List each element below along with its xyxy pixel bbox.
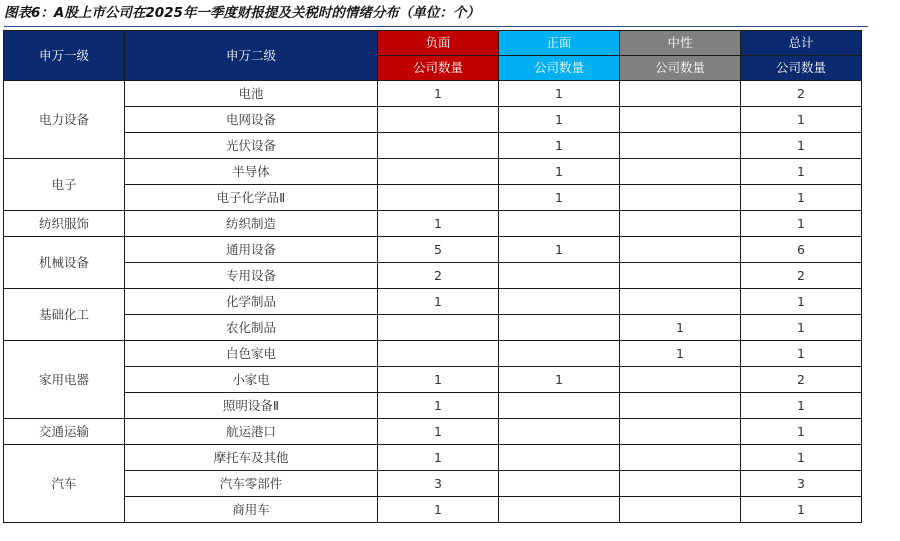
header-negative: 负面 <box>378 31 499 56</box>
negative-count-cell: 2 <box>378 263 499 289</box>
level2-cell: 纺织制造 <box>125 211 378 237</box>
total-count-cell: 1 <box>741 289 862 315</box>
level2-cell: 化学制品 <box>125 289 378 315</box>
neutral-count-cell <box>620 211 741 237</box>
level2-cell: 电网设备 <box>125 107 378 133</box>
header-negative-count: 公司数量 <box>378 56 499 81</box>
neutral-count-cell <box>620 497 741 523</box>
total-count-cell: 1 <box>741 445 862 471</box>
table-row <box>4 315 862 341</box>
level2-cell: 白色家电 <box>125 341 378 367</box>
positive-count-cell <box>499 341 620 367</box>
table-header <box>4 31 862 81</box>
total-count-cell: 1 <box>741 133 862 159</box>
level1-cell: 基础化工 <box>4 289 125 341</box>
header-total-count: 公司数量 <box>741 56 862 81</box>
table-row <box>4 445 862 471</box>
table-row <box>4 237 862 263</box>
table-row <box>4 341 862 367</box>
level1-cell: 家用电器 <box>4 341 125 419</box>
positive-count-cell: 1 <box>499 133 620 159</box>
total-count-cell: 2 <box>741 367 862 393</box>
total-count-cell: 1 <box>741 497 862 523</box>
neutral-count-cell <box>620 289 741 315</box>
neutral-count-cell <box>620 367 741 393</box>
level2-cell: 专用设备 <box>125 263 378 289</box>
header-positive-count: 公司数量 <box>499 56 620 81</box>
positive-count-cell: 1 <box>499 237 620 263</box>
table-row <box>4 419 862 445</box>
negative-count-cell <box>378 185 499 211</box>
total-count-cell: 1 <box>741 315 862 341</box>
neutral-count-cell <box>620 133 741 159</box>
header-row-top <box>4 31 862 56</box>
level2-cell: 航运港口 <box>125 419 378 445</box>
total-count-cell: 6 <box>741 237 862 263</box>
negative-count-cell <box>378 341 499 367</box>
level1-cell: 电子 <box>4 159 125 211</box>
negative-count-cell: 1 <box>378 393 499 419</box>
table-body <box>4 81 862 523</box>
neutral-count-cell <box>620 185 741 211</box>
positive-count-cell <box>499 445 620 471</box>
neutral-count-cell <box>620 471 741 497</box>
positive-count-cell: 1 <box>499 367 620 393</box>
positive-count-cell <box>499 263 620 289</box>
header-neutral-count: 公司数量 <box>620 56 741 81</box>
header-level2: 申万二级 <box>125 31 378 81</box>
table-row <box>4 289 862 315</box>
level1-cell: 汽车 <box>4 445 125 523</box>
level2-cell: 农化制品 <box>125 315 378 341</box>
level2-cell: 照明设备Ⅱ <box>125 393 378 419</box>
total-count-cell: 3 <box>741 471 862 497</box>
header-neutral: 中性 <box>620 31 741 56</box>
header-total: 总计 <box>741 31 862 56</box>
negative-count-cell <box>378 159 499 185</box>
positive-count-cell <box>499 393 620 419</box>
neutral-count-cell <box>620 107 741 133</box>
total-count-cell: 1 <box>741 159 862 185</box>
table-row <box>4 211 862 237</box>
total-count-cell: 1 <box>741 419 862 445</box>
positive-count-cell: 1 <box>499 185 620 211</box>
total-count-cell: 1 <box>741 211 862 237</box>
negative-count-cell: 1 <box>378 445 499 471</box>
total-count-cell: 1 <box>741 341 862 367</box>
positive-count-cell <box>499 211 620 237</box>
neutral-count-cell <box>620 81 741 107</box>
header-positive: 正面 <box>499 31 620 56</box>
negative-count-cell: 3 <box>378 471 499 497</box>
negative-count-cell <box>378 133 499 159</box>
level2-cell: 汽车零部件 <box>125 471 378 497</box>
level2-cell: 小家电 <box>125 367 378 393</box>
level1-cell: 机械设备 <box>4 237 125 289</box>
table-row <box>4 497 862 523</box>
table-caption: 图表6：A股上市公司在2025年一季度财报提及关税时的情绪分布（单位：个） <box>4 3 868 27</box>
header-level1: 申万一级 <box>4 31 125 81</box>
level2-cell: 摩托车及其他 <box>125 445 378 471</box>
positive-count-cell <box>499 419 620 445</box>
total-count-cell: 2 <box>741 81 862 107</box>
sentiment-table <box>3 30 862 523</box>
positive-count-cell: 1 <box>499 107 620 133</box>
level2-cell: 半导体 <box>125 159 378 185</box>
table-row <box>4 393 862 419</box>
negative-count-cell: 1 <box>378 289 499 315</box>
level2-cell: 电子化学品Ⅱ <box>125 185 378 211</box>
table-row <box>4 367 862 393</box>
table-row <box>4 107 862 133</box>
sentiment-table-container <box>3 30 862 523</box>
total-count-cell: 2 <box>741 263 862 289</box>
table-row <box>4 185 862 211</box>
level1-cell: 交通运输 <box>4 419 125 445</box>
neutral-count-cell: 1 <box>620 315 741 341</box>
table-row <box>4 133 862 159</box>
negative-count-cell: 5 <box>378 237 499 263</box>
neutral-count-cell <box>620 159 741 185</box>
level2-cell: 电池 <box>125 81 378 107</box>
total-count-cell: 1 <box>741 107 862 133</box>
negative-count-cell <box>378 315 499 341</box>
neutral-count-cell: 1 <box>620 341 741 367</box>
table-row <box>4 159 862 185</box>
neutral-count-cell <box>620 419 741 445</box>
level2-cell: 商用车 <box>125 497 378 523</box>
table-row <box>4 471 862 497</box>
neutral-count-cell <box>620 445 741 471</box>
negative-count-cell: 1 <box>378 497 499 523</box>
neutral-count-cell <box>620 263 741 289</box>
positive-count-cell <box>499 289 620 315</box>
total-count-cell: 1 <box>741 185 862 211</box>
total-count-cell: 1 <box>741 393 862 419</box>
level1-cell: 电力设备 <box>4 81 125 159</box>
neutral-count-cell <box>620 393 741 419</box>
positive-count-cell <box>499 315 620 341</box>
negative-count-cell <box>378 107 499 133</box>
positive-count-cell <box>499 471 620 497</box>
negative-count-cell: 1 <box>378 81 499 107</box>
level1-cell: 纺织服饰 <box>4 211 125 237</box>
positive-count-cell: 1 <box>499 81 620 107</box>
negative-count-cell: 1 <box>378 419 499 445</box>
table-row <box>4 263 862 289</box>
level2-cell: 通用设备 <box>125 237 378 263</box>
level2-cell: 光伏设备 <box>125 133 378 159</box>
positive-count-cell <box>499 497 620 523</box>
positive-count-cell: 1 <box>499 159 620 185</box>
negative-count-cell: 1 <box>378 367 499 393</box>
table-row <box>4 81 862 107</box>
neutral-count-cell <box>620 237 741 263</box>
negative-count-cell: 1 <box>378 211 499 237</box>
